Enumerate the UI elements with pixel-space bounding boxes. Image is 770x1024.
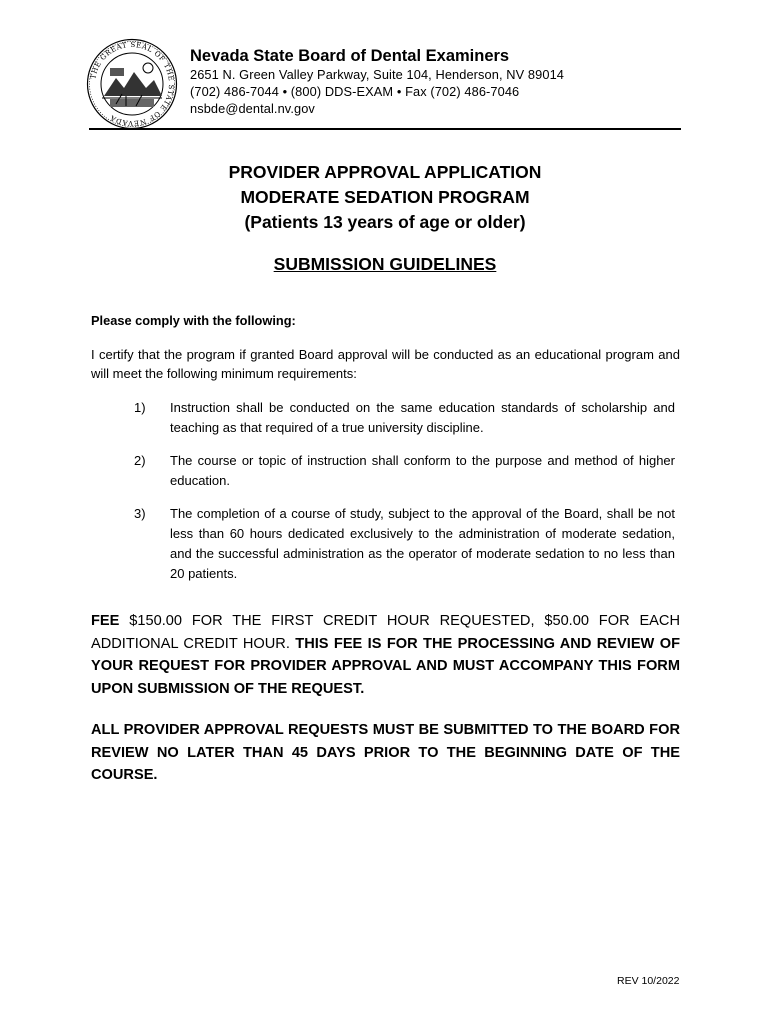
fee-label: FEE [91, 613, 120, 629]
organization-name: Nevada State Board of Dental Examiners [190, 47, 510, 65]
certification-paragraph: I certify that the program if granted Board approval will be conducted as an educational program and will meet the following minimum requirements: [91, 347, 680, 381]
requirement-number: 2) [134, 453, 146, 468]
document-title [89, 160, 681, 235]
requirement-number: 1) [134, 400, 146, 415]
requirement-text: The completion of a course of study, subject to the approval of the Board, shall be not less than 60 hours dedicated exclusively to the administration of moderate sedation, and the successful administration as the operator of moderate sedation to no less than 20 patients. [170, 506, 675, 581]
organization-address: 2651 N. Green Valley Parkway, Suite 104, Henderson, NV 89014 [190, 67, 565, 82]
title-line-3: (Patients 13 years of age or older) [244, 212, 526, 232]
comply-label: Please comply with the following: [91, 313, 296, 328]
requirement-text: The course or topic of instruction shall conform to the purpose and method of higher education. [170, 453, 675, 488]
fee-paragraph [91, 610, 680, 700]
requirement-number: 3) [134, 506, 146, 521]
list-item [91, 451, 680, 491]
organization-email: nsbde@dental.nv.gov [190, 101, 315, 116]
title-line-2: MODERATE SEDATION PROGRAM [240, 187, 530, 207]
title-line-1: PROVIDER APPROVAL APPLICATION [228, 162, 542, 182]
revision-date: REV 10/2022 [617, 975, 680, 987]
fee-notice: THIS FEE IS FOR THE PROCESSING AND REVIEW OF YOUR REQUEST FOR PROVIDER APPROVAL AND MUST ACCOMPANY THIS FORM UPON SUBMISSION OF THE REQUEST. [91, 635, 680, 697]
fee-amounts: $150.00 FOR THE FIRST CREDIT HOUR REQUESTED, $50.00 FOR EACH ADDITIONAL CREDIT HOUR. [91, 613, 680, 652]
letterhead [190, 46, 660, 117]
svg-text:THE GREAT SEAL OF THE STATE OF: THE GREAT SEAL OF THE STATE OF NEVADA [89, 40, 176, 128]
requirements-list [91, 398, 680, 597]
header-divider [89, 128, 681, 130]
list-item [91, 504, 680, 584]
organization-phones: (702) 486-7044 • (800) DDS-EXAM • Fax (702) 486-7046 [190, 84, 520, 99]
submission-deadline: ALL PROVIDER APPROVAL REQUESTS MUST BE SUBMITTED TO THE BOARD FOR REVIEW NO LATER THAN 45 DAYS PRIOR TO THE BEGINNING DATE OF THE COURSE. [91, 722, 680, 783]
section-heading: SUBMISSION GUIDELINES [273, 254, 497, 274]
requirement-text: Instruction shall be conducted on the same education standards of scholarship and teaching as that required of a true university discipline. [170, 400, 675, 435]
nevada-state-seal [86, 38, 178, 130]
list-item [91, 398, 680, 438]
